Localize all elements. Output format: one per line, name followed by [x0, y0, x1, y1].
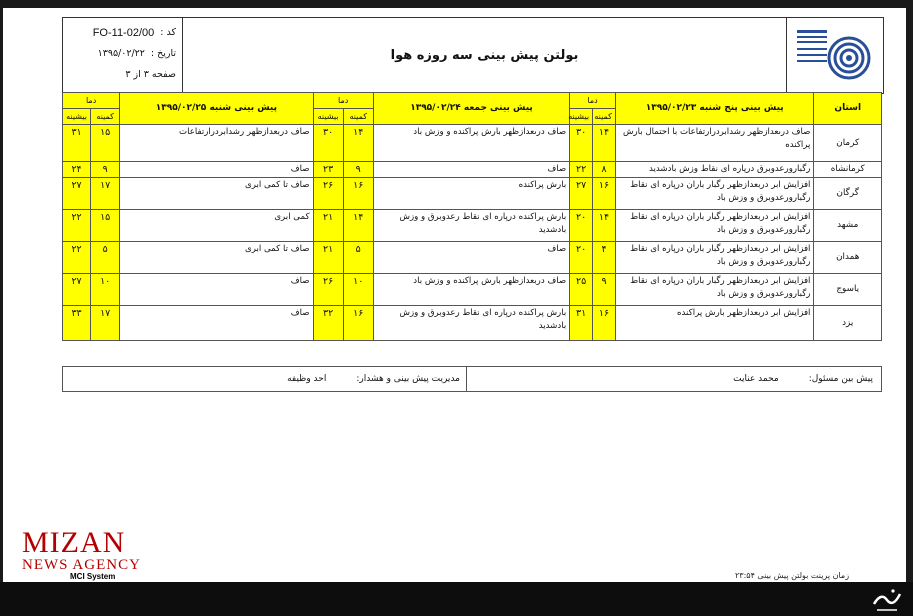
header-day2-max: بیشینه: [313, 109, 343, 125]
day3-min: ۱۷: [91, 178, 120, 210]
day2-min: ۱۶: [343, 306, 373, 341]
date-value: ۱۳۹۵/۰۲/۲۲: [97, 48, 145, 59]
day1-forecast: افزایش ابر دربعدازظهر رگبار باران درپاره ای نقاط رگبارورعدوبرق و وزش باد: [615, 274, 814, 306]
day1-max: ۳۰: [570, 125, 593, 162]
page-number: صفحه ۳ از ۳: [125, 69, 176, 80]
province-cell: یزد: [814, 306, 882, 341]
window-top-border: [0, 0, 913, 8]
mci-system-label: MCI System: [70, 572, 116, 581]
day3-forecast: کمی ابری: [120, 210, 313, 242]
header-day1-temp: دما: [570, 93, 616, 109]
window-right-border: [906, 0, 913, 616]
manager-section: [63, 374, 466, 384]
news-agency-corner-logo-icon: [871, 586, 903, 614]
day2-max: ۲۱: [313, 210, 343, 242]
print-time: زمان پرینت بولتن پیش بینی ۲۳:۵۴: [735, 571, 850, 580]
header-day3-temp: دما: [63, 93, 120, 109]
province-cell: کرمانشاه: [814, 162, 882, 178]
day3-max: ۲۷: [63, 178, 91, 210]
mizan-watermark: [22, 528, 141, 573]
day3-min: ۱۷: [91, 306, 120, 341]
header-day3-min: کمینه: [91, 109, 120, 125]
day2-forecast: بارش پراکنده درپاره ای نقاط رعدوبرق و وزش بادشدید: [373, 306, 569, 341]
day1-forecast: افزایش ابر دربعدازظهر رگبار باران درپاره ای نقاط رگبارورعدوبرق و وزش باد: [615, 242, 814, 274]
day2-max: ۳۰: [313, 125, 343, 162]
day2-max: ۲۶: [313, 178, 343, 210]
header-day2: پیش بینی جمعه ۱۳۹۵/۰۲/۲۴: [373, 93, 569, 125]
day2-min: ۱۰: [343, 274, 373, 306]
document-meta: [63, 18, 183, 93]
code-label: کد :: [160, 27, 176, 38]
day3-forecast: صاف: [120, 162, 313, 178]
table-row: [63, 125, 882, 162]
code-value: FO-11-02/00: [92, 26, 155, 39]
day2-forecast: بارش پراکنده: [373, 178, 569, 210]
day3-forecast: صاف: [120, 274, 313, 306]
day2-max: ۲۱: [313, 242, 343, 274]
table-row: [63, 242, 882, 274]
day2-min: ۵: [343, 242, 373, 274]
day2-min: ۱۶: [343, 178, 373, 210]
day3-max: ۲۷: [63, 274, 91, 306]
province-cell: یاسوج: [814, 274, 882, 306]
meteorological-organization-logo: [786, 18, 883, 93]
day2-max: ۳۲: [313, 306, 343, 341]
table-row: [63, 178, 882, 210]
day3-min: ۵: [91, 242, 120, 274]
manager-name: احد وظیفه: [287, 374, 327, 384]
day3-max: ۲۴: [63, 162, 91, 178]
table-row: [63, 210, 882, 242]
header-province: استان: [814, 93, 882, 125]
day1-max: ۲۵: [570, 274, 593, 306]
day1-forecast: افزایش ابر دربعدازظهر بارش پراکنده: [615, 306, 814, 341]
header-day1: پیش بینی پنج شنبه ۱۳۹۵/۰۲/۲۳: [615, 93, 814, 125]
day2-forecast: صاف دربعدازظهر بارش پراکنده و وزش باد: [373, 274, 569, 306]
day3-forecast: صاف تا کمی ابری: [120, 178, 313, 210]
news-agency-text: NEWS AGENCY: [22, 557, 141, 573]
day1-forecast: صاف درىعدازظهر رشدابردرارتفاعات با احتمال بارش پراکنده: [615, 125, 814, 162]
bulletin-header: [62, 17, 884, 94]
day1-min: ۱۴: [593, 210, 616, 242]
day1-max: ۲۰: [570, 210, 593, 242]
day1-min: ۸: [593, 162, 616, 178]
day1-forecast: افزایش ابر دربعدازظهر رگبار باران درپاره ای نقاط رگبارورعدوبرق و وزش باد: [615, 178, 814, 210]
header-day1-max: بیشینه: [570, 109, 593, 125]
day1-min: ۹: [593, 274, 616, 306]
window-bottom-bar: [0, 582, 913, 616]
forecaster-label: پیش بین مسئول:: [808, 374, 873, 384]
day1-min: ۱۶: [593, 178, 616, 210]
day1-max: ۳۱: [570, 306, 593, 341]
forecast-table: [62, 92, 882, 341]
day2-forecast: صاف: [373, 162, 569, 178]
day1-forecast: افزایش ابر دربعدازظهر رگبار باران درپاره ای نقاط رگبارورعدوبرق و وزش باد: [615, 210, 814, 242]
day1-min: ۴: [593, 242, 616, 274]
day1-min: ۱۴: [593, 125, 616, 162]
header-day2-temp: دما: [313, 93, 373, 109]
day2-min: ۱۴: [343, 210, 373, 242]
table-row: [63, 306, 882, 341]
day3-forecast: صاف: [120, 306, 313, 341]
day3-min: ۱۵: [91, 210, 120, 242]
header-day3: پیش بینی شنبه ۱۳۹۵/۰۲/۲۵: [120, 93, 313, 125]
day3-max: ۳۳: [63, 306, 91, 341]
day3-min: ۹: [91, 162, 120, 178]
table-row: [63, 274, 882, 306]
header-day1-min: کمینه: [593, 109, 616, 125]
forecaster-name: محمد عنایت: [733, 374, 779, 384]
day3-forecast: صاف دربعدازظهر رشدابردرارتفاعات: [120, 125, 313, 162]
day3-min: ۱۵: [91, 125, 120, 162]
day1-forecast: رگبارورعدوبرق درپاره ای نقاط وزش بادشدید: [615, 162, 814, 178]
mizan-logo-text: MIZAN: [22, 526, 126, 559]
province-cell: کرمان: [814, 125, 882, 162]
forecaster-section: [466, 367, 881, 391]
header-day2-min: کمینه: [343, 109, 373, 125]
day2-min: ۹: [343, 162, 373, 178]
table-header-row: [63, 93, 882, 109]
day3-forecast: صاف تا کمی ابری: [120, 242, 313, 274]
day3-max: ۲۲: [63, 210, 91, 242]
signature-footer: [62, 366, 882, 392]
day2-min: ۱۴: [343, 125, 373, 162]
day2-forecast: صاف: [373, 242, 569, 274]
day1-max: ۲۲: [570, 162, 593, 178]
organization-emblem-icon: [795, 26, 875, 86]
table-row: [63, 162, 882, 178]
province-cell: مشهد: [814, 210, 882, 242]
bulletin-title: بولتن پیش بینی سه روزه هوا: [390, 48, 579, 63]
day2-max: ۲۶: [313, 274, 343, 306]
manager-label: مدیریت پیش بینی و هشدار:: [356, 374, 460, 384]
day3-min: ۱۰: [91, 274, 120, 306]
day2-max: ۲۳: [313, 162, 343, 178]
day2-forecast: صاف درىعدازظهر بارش پراکنده و وزش باد: [373, 125, 569, 162]
header-day3-max: بیشینه: [63, 109, 91, 125]
day1-min: ۱۶: [593, 306, 616, 341]
day1-max: ۲۰: [570, 242, 593, 274]
date-label: تاریخ :: [150, 48, 176, 59]
province-cell: گرگان: [814, 178, 882, 210]
day2-forecast: بارش پراکنده درپاره ای نقاط رعدوبرق و وزش بادشدید: [373, 210, 569, 242]
day3-max: ۲۲: [63, 242, 91, 274]
day1-max: ۲۷: [570, 178, 593, 210]
province-cell: همدان: [814, 242, 882, 274]
day3-max: ۳۱: [63, 125, 91, 162]
